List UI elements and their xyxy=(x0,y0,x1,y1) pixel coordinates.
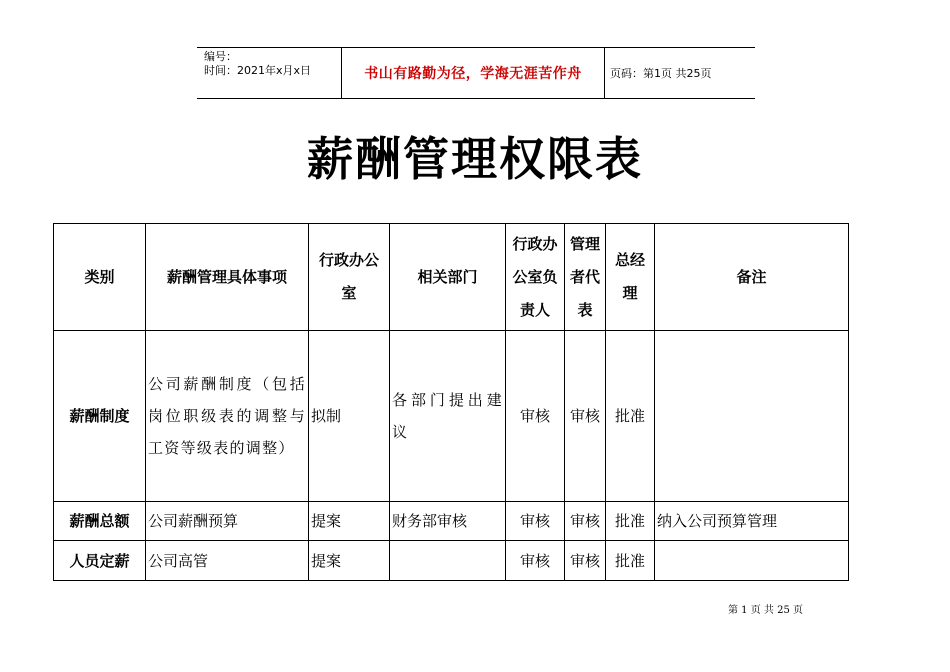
row-remarks xyxy=(655,331,849,502)
document-title: 薪酬管理权限表 xyxy=(307,132,643,186)
row-remarks xyxy=(655,541,849,581)
table-row xyxy=(54,331,849,502)
header-category: 类别 xyxy=(54,224,146,331)
row-management-representative: 审核 xyxy=(565,502,606,541)
row-general-manager: 批准 xyxy=(606,502,655,541)
row-admin-office: 提案 xyxy=(309,502,390,541)
page-header xyxy=(197,47,755,99)
row-category: 薪酬制度 xyxy=(54,331,146,502)
header-general-manager: 总经理 xyxy=(606,224,655,331)
row-admin-office-head: 审核 xyxy=(506,331,565,502)
row-management-representative: 审核 xyxy=(565,331,606,502)
row-remarks: 纳入公司预算管理 xyxy=(655,502,849,541)
row-related-department: 各部门提出建议 xyxy=(390,331,506,502)
header-management-representative: 管理者代表 xyxy=(565,224,606,331)
table-header-row xyxy=(54,224,849,331)
table-row xyxy=(54,502,849,541)
header-page-info: 页码：第1页 共25页 xyxy=(610,67,712,80)
header-remarks: 备注 xyxy=(655,224,849,331)
row-admin-office: 提案 xyxy=(309,541,390,581)
row-general-manager: 批准 xyxy=(606,331,655,502)
row-general-manager: 批准 xyxy=(606,541,655,581)
row-related-department xyxy=(390,541,506,581)
header-meta xyxy=(204,50,338,78)
salary-authority-table xyxy=(53,223,849,581)
row-admin-office-head: 审核 xyxy=(506,502,565,541)
header-specific-item: 薪酬管理具体事项 xyxy=(146,224,309,331)
header-admin-office-head: 行政办公室负责人 xyxy=(506,224,565,331)
header-related-department: 相关部门 xyxy=(390,224,506,331)
table-row xyxy=(54,541,849,581)
row-related-department: 财务部审核 xyxy=(390,502,506,541)
row-management-representative: 审核 xyxy=(565,541,606,581)
row-item: 公司薪酬预算 xyxy=(146,502,309,541)
header-admin-office: 行政办公室 xyxy=(309,224,390,331)
document-time-label: 时间：2021年x月x日 xyxy=(204,64,312,77)
header-motto: 书山有路勤为径，学海无涯苦作舟 xyxy=(341,48,605,98)
page-footer: 第 1 页 共 25 页 xyxy=(728,605,803,616)
document-number-label: 编号： xyxy=(204,50,237,63)
row-category: 薪酬总额 xyxy=(54,502,146,541)
row-item: 公司薪酬制度（包括岗位职级表的调整与工资等级表的调整） xyxy=(146,331,309,502)
row-item: 公司高管 xyxy=(146,541,309,581)
row-admin-office: 拟制 xyxy=(309,331,390,502)
row-admin-office-head: 审核 xyxy=(506,541,565,581)
row-category: 人员定薪 xyxy=(54,541,146,581)
